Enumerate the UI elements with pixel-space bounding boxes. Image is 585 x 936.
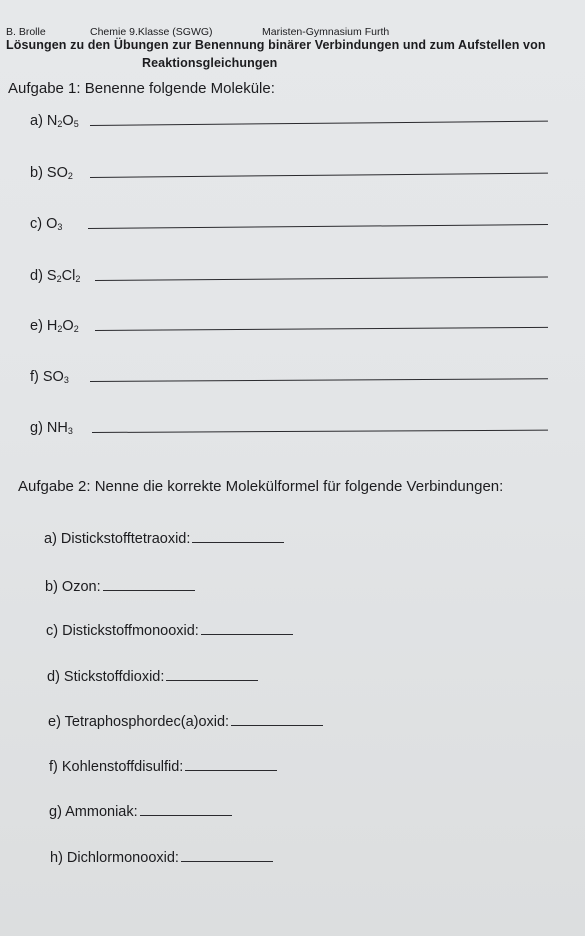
molecule-item [30,113,79,129]
answer-blank[interactable] [181,849,273,862]
answer-blank[interactable] [185,758,277,771]
formula-element: O [62,113,74,129]
molecule-item [30,369,69,385]
compound-item [50,849,273,866]
task1-title: Aufgabe 1: Benenne folgende Moleküle: [8,80,275,97]
author-name: B. Brolle [6,26,46,38]
molecule-item [30,420,73,436]
molecule-item [30,268,80,284]
formula-subscript: 2 [75,274,81,284]
formula-element: S [46,268,57,284]
answer-line[interactable] [90,121,548,126]
compound-name: a) Distickstofftetraoxid: [44,531,191,547]
answer-blank[interactable] [166,668,258,681]
compound-item [44,530,284,547]
compound-name: b) Ozon: [45,579,101,595]
compound-item [45,578,195,595]
answer-blank[interactable] [192,530,284,543]
formula-element: N [46,113,58,129]
compound-name: g) Ammoniak: [49,804,138,820]
compound-item [47,668,258,685]
answer-line[interactable] [88,224,548,229]
item-label: f) [30,369,43,385]
answer-line[interactable] [92,430,548,433]
compound-item [49,803,232,820]
formula-subscript: 5 [73,119,79,129]
compound-item [48,713,323,730]
item-label: c) [30,216,47,232]
item-label: a) [30,113,47,129]
compound-name: h) Dichlormonooxid: [50,850,179,866]
worksheet-title-line1: Lösungen zu den Übungen zur Benennung binärer Verbindungen und zum Aufstellen von [6,38,546,52]
answer-line[interactable] [90,173,548,178]
compound-name: c) Distickstoffmonooxid: [46,623,199,639]
formula-element: SO [42,369,64,385]
formula-element: NH [46,420,68,436]
course-name: Chemie 9.Klasse (SGWG) [90,26,213,38]
formula-subscript: 3 [67,426,73,436]
answer-line[interactable] [95,276,548,281]
formula-subscript: 3 [63,375,69,385]
answer-blank[interactable] [103,578,195,591]
task2-title: Aufgabe 2: Nenne die korrekte Molekülformel für folgende Verbindungen: [18,478,504,495]
formula-element: Cl [61,268,76,284]
formula-subscript: 3 [57,222,63,232]
formula-subscript: 2 [73,324,79,334]
worksheet-title-line2: Reaktionsgleichungen [142,56,278,70]
answer-line[interactable] [95,327,548,331]
item-label: g) [30,420,47,436]
school-name: Maristen-Gymnasium Furth [262,26,390,38]
compound-name: d) Stickstoffdioxid: [47,669,165,685]
answer-line[interactable] [90,378,548,382]
formula-subscript: 2 [57,119,63,129]
molecule-item [30,318,79,334]
compound-name: f) Kohlenstoffdisulfid: [49,759,184,775]
molecule-item [30,165,73,181]
item-label: d) [30,268,47,284]
compound-name: e) Tetraphosphordec(a)oxid: [48,714,230,730]
compound-item [49,758,277,775]
formula-subscript: 2 [67,171,73,181]
compound-item [46,622,293,639]
formula-element: H [46,318,58,334]
molecule-item [30,216,62,232]
formula-element: O [46,216,58,232]
answer-blank[interactable] [140,803,232,816]
item-label: e) [30,318,47,334]
formula-subscript: 2 [57,324,63,334]
answer-blank[interactable] [231,713,323,726]
item-label: b) [30,165,47,181]
answer-blank[interactable] [201,622,293,635]
formula-subscript: 2 [56,274,62,284]
formula-element: SO [46,165,68,181]
formula-element: O [62,318,74,334]
